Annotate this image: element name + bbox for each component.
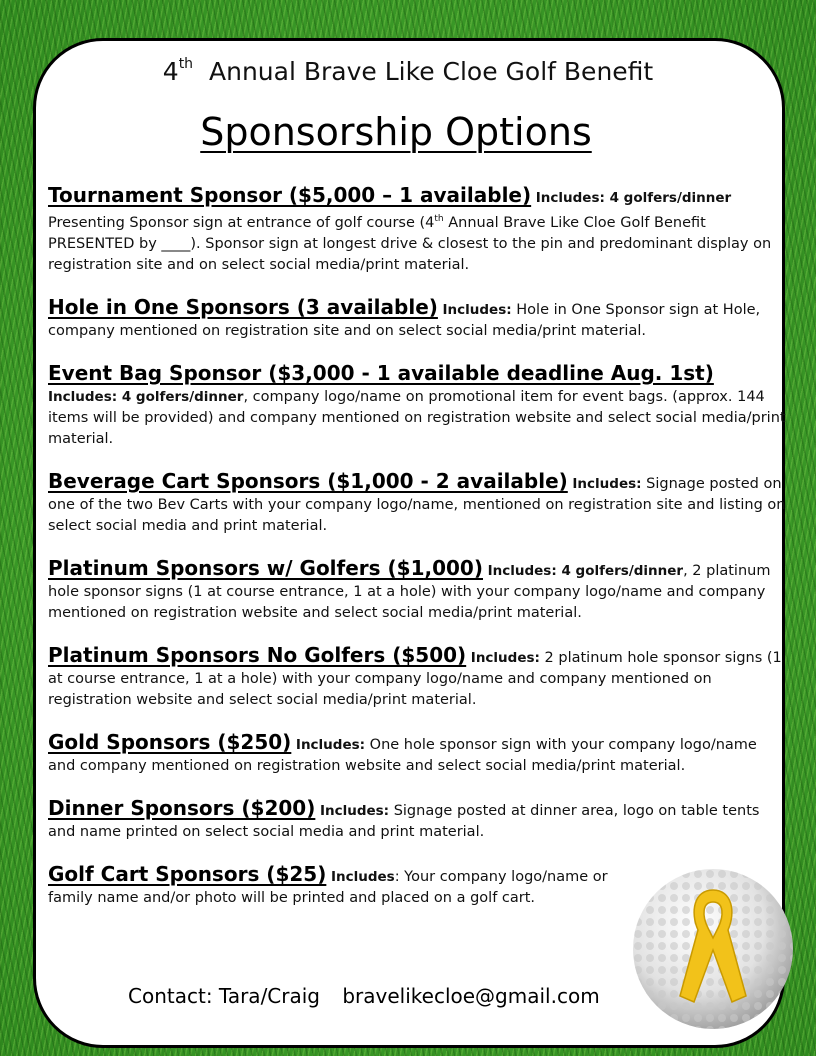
tier-name: Event Bag Sponsor ($3,000 - 1 available deadline Aug. 1st) xyxy=(48,360,714,385)
tier-tournament-sponsor xyxy=(48,185,788,276)
page-title xyxy=(0,110,792,154)
tier-text: One hole sponsor sign with your company logo/name and company mentioned on registration website and select social media/print material. xyxy=(48,736,757,774)
event-ordinal-suffix: th xyxy=(178,56,194,72)
tier-name: Tournament Sponsor ($5,000 – 1 available) xyxy=(48,183,532,207)
tier-hole-in-one xyxy=(48,294,788,342)
contact-line xyxy=(128,984,600,1008)
event-title xyxy=(0,56,816,86)
event-title-text: Annual Brave Like Cloe Golf Benefit xyxy=(209,57,654,86)
tier-text: : Your company logo/name or family name and/or photo will be printed and placed on a golf cart. xyxy=(48,868,608,906)
tier-golf-cart xyxy=(48,861,638,909)
event-ordinal: 4 xyxy=(162,57,179,86)
tier-text: 2 platinum hole sponsor signs (1 at course entrance, 1 at a hole) with your company logo/name and company mentioned on registration website and select social media/print material. xyxy=(48,649,782,708)
contact-label: Contact: xyxy=(128,984,213,1008)
tier-text: Signage posted at dinner area, logo on table tents and name printed on select social media and print material. xyxy=(48,802,760,840)
tier-text: , company logo/name on promotional item for event bags. (approx. 144 items will be provided) and company mentioned on registration website and select social media/print material. xyxy=(48,388,786,447)
tier-text: , 2 platinum hole sponsor signs (1 at course entrance, 1 at a hole) with your company logo/name and company mentioned on registration website and select social media/print material. xyxy=(48,562,771,621)
tier-includes: Includes: 4 golfers/dinner xyxy=(487,562,684,579)
tier-includes: Includes xyxy=(330,868,395,885)
tier-gold xyxy=(48,729,788,777)
tier-includes: Includes: 4 golfers/dinner xyxy=(535,190,732,206)
tier-event-bag xyxy=(48,360,788,450)
tier-name: Hole in One Sponsors (3 available) xyxy=(48,294,438,319)
tier-dinner xyxy=(48,795,788,843)
tier-text: Presenting Sponsor sign at entrance of golf course (4 xyxy=(48,214,435,231)
tier-beverage-cart xyxy=(48,468,788,537)
contact-names: Tara/Craig xyxy=(218,984,320,1008)
tier-name: Dinner Sponsors ($200) xyxy=(48,795,316,820)
tier-name: Platinum Sponsors w/ Golfers ($1,000) xyxy=(48,555,483,580)
tier-name: Gold Sponsors ($250) xyxy=(48,729,292,754)
tier-name: Golf Cart Sponsors ($25) xyxy=(48,861,327,886)
tier-includes: Includes: xyxy=(442,301,512,318)
tier-name: Platinum Sponsors No Golfers ($500) xyxy=(48,642,467,667)
tier-text: Signage posted on one of the two Bev Carts with your company logo/name, mentioned on registration site and listing on select social media and print material. xyxy=(48,475,786,534)
tier-text-sup: th xyxy=(434,214,444,224)
page-title-text: Sponsorship Options xyxy=(200,110,592,154)
tier-includes: Includes: 4 golfers/dinner xyxy=(48,388,244,405)
tier-text: Hole in One Sponsor sign at Hole, company mentioned on registration site and on select social media/print material. xyxy=(48,301,761,339)
golf-ball-ribbon-icon xyxy=(632,868,794,1030)
tier-includes: Includes: xyxy=(295,736,366,753)
tier-name: Beverage Cart Sponsors ($1,000 - 2 available) xyxy=(48,468,568,493)
tier-includes: Includes: xyxy=(572,475,642,492)
tier-includes: Includes: xyxy=(470,649,540,666)
tier-platinum-golfers xyxy=(48,555,788,624)
tier-includes: Includes: xyxy=(319,802,390,819)
tier-platinum-no-golfers xyxy=(48,642,788,711)
sponsorship-list xyxy=(48,185,788,930)
contact-email[interactable]: bravelikecloe@gmail.com xyxy=(342,984,600,1008)
tier-text: Annual Brave Like Cloe Golf Benefit PRESENTED by ____). Sponsor sign at longest drive & closest to the pin and predominant display on registration site and on select social media/print material. xyxy=(48,214,772,273)
